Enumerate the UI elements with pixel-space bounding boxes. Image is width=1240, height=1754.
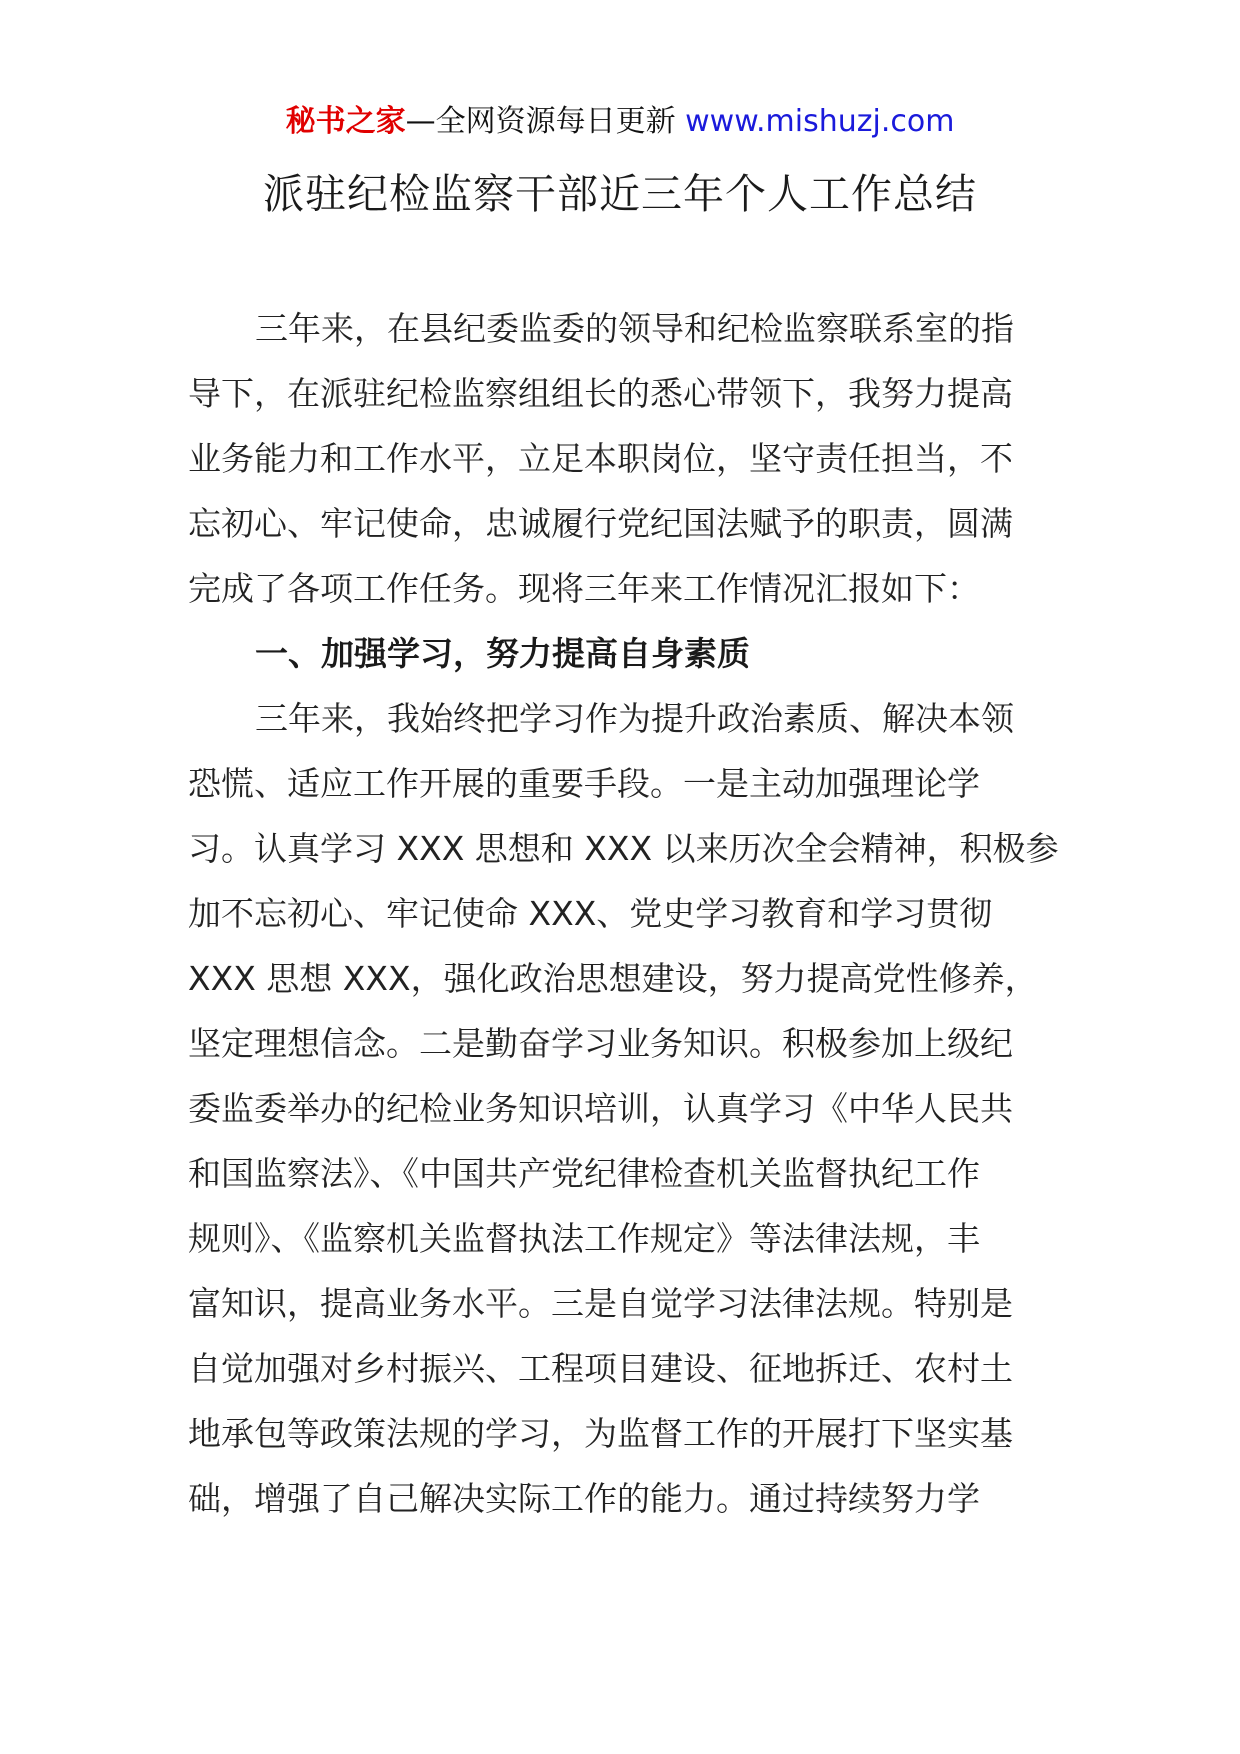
- paragraph-line: 完成了各项工作任务。现将三年来工作情况汇报如下：: [188, 569, 980, 608]
- document-title: 派驻纪检监察干部近三年个人工作总结: [263, 170, 977, 218]
- banner-tagline: —全网资源每日更新: [405, 104, 676, 139]
- brand-name: 秘书之家: [285, 104, 406, 139]
- paragraph-line: 自觉加强对乡村振兴、工程项目建设、征地拆迁、农村土: [188, 1349, 1013, 1388]
- paragraph-line: 三年来，我始终把学习作为提升政治素质、解决本领: [255, 699, 1014, 738]
- paragraph-line: 和国监察法》、《中国共产党纪律检查机关监督执纪工作: [188, 1154, 980, 1193]
- paragraph-line: 富知识，提高业务水平。三是自觉学习法律法规。特别是: [188, 1284, 1013, 1323]
- paragraph-line: XXX 思想 XXX，强化政治思想建设，努力提高党性修养，: [188, 959, 1038, 998]
- document-body: [188, 296, 1058, 1531]
- section-heading: 一、加强学习，努力提高自身素质: [255, 634, 750, 673]
- paragraph-line: 规则》、《监察机关监督执法工作规定》等法律法规，丰: [188, 1219, 980, 1258]
- site-url-link[interactable]: www.mishuzj.com: [685, 104, 955, 139]
- paragraph-line: 础，增强了自己解决实际工作的能力。通过持续努力学: [188, 1479, 980, 1518]
- paragraph-line: 委监委举办的纪检业务知识培训，认真学习《中华人民共: [188, 1089, 1013, 1128]
- paragraph-line: 恐慌、适应工作开展的重要手段。一是主动加强理论学: [188, 764, 980, 803]
- paragraph-line: 导下，在派驻纪检监察组组长的悉心带领下，我努力提高: [188, 374, 1013, 413]
- paragraph-line: 业务能力和工作水平，立足本职岗位，坚守责任担当，不: [188, 439, 1013, 478]
- paragraph-line: 忘初心、牢记使命，忠诚履行党纪国法赋予的职责，圆满: [188, 504, 1013, 543]
- site-banner: [0, 100, 1240, 144]
- paragraph-line: 地承包等政策法规的学习，为监督工作的开展打下坚实基: [188, 1414, 1013, 1453]
- paragraph-line: 习。认真学习 XXX 思想和 XXX 以来历次全会精神，积极参: [188, 829, 1059, 868]
- paragraph-line: 坚定理想信念。二是勤奋学习业务知识。积极参加上级纪: [188, 1024, 1013, 1063]
- paragraph-line: 三年来，在县纪委监委的领导和纪检监察联系室的指: [255, 309, 1014, 348]
- paragraph-line: 加不忘初心、牢记使命 XXX、党史学习教育和学习贯彻: [188, 894, 993, 933]
